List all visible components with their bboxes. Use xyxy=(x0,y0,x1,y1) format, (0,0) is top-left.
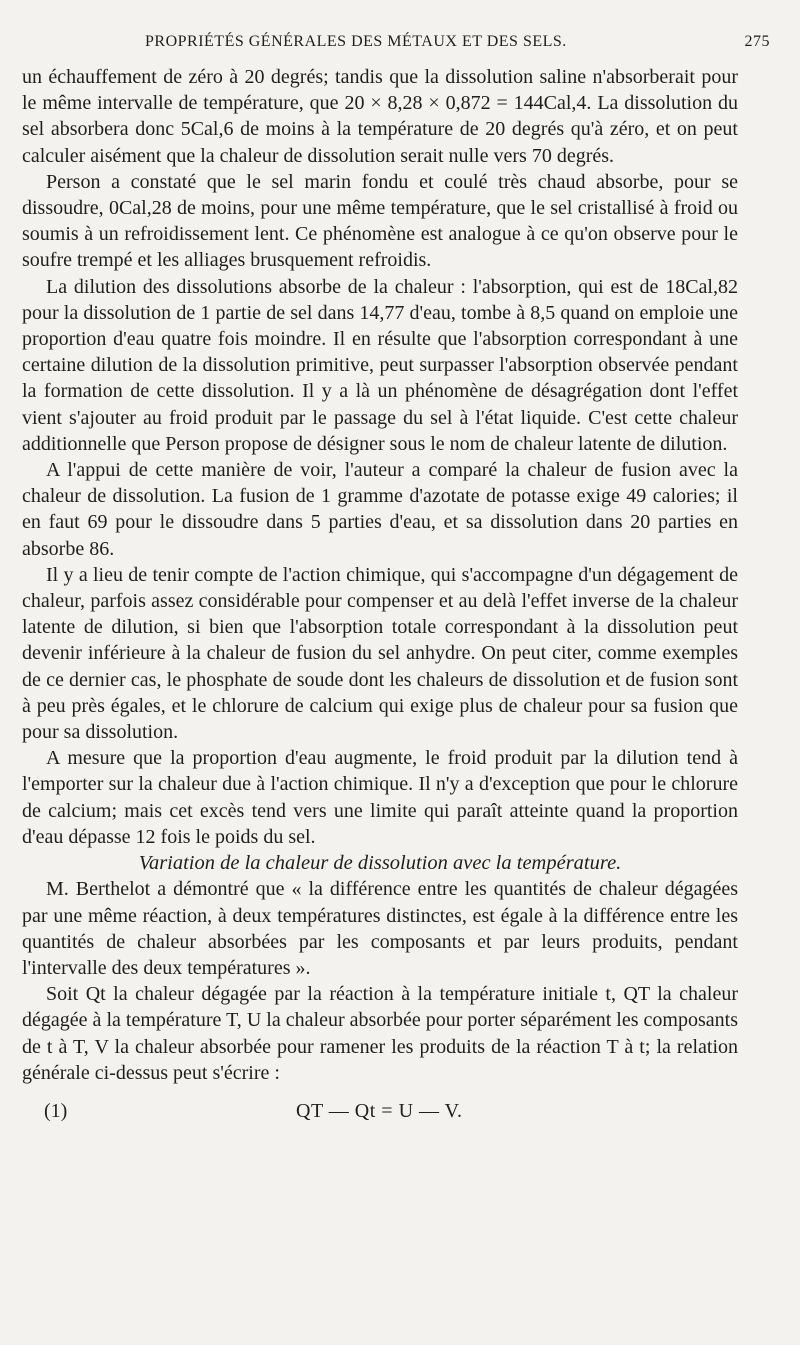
paragraph-5: Il y a lieu de tenir compte de l'action chimique, qui s'accompagne d'un dégagement de chaleur, parfois assez considérable pour compenser et au delà l'effet inverse de la chaleur latente de dilution, si bien que l'absorption totale correspondant à la dissolution peut devenir inférieure à la chaleur de fusion du sel anhydre. On peut citer, comme exemples de ce dernier cas, le phosphate de soude dont les chaleurs de dissolution et de fusion sont à peu près égales, et le chlorure de calcium qui exige plus de chaleur pour sa fusion que pour sa dissolution. xyxy=(22,563,738,744)
equation-number: (1) xyxy=(44,1099,68,1122)
equation-formula: QT — Qt = U — V. xyxy=(296,1099,463,1122)
section-heading: Variation de la chaleur de dissolution avec la température. xyxy=(138,852,622,875)
page-header xyxy=(22,33,770,59)
equation xyxy=(22,1098,738,1128)
running-title: PROPRIÉTÉS GÉNÉRALES DES MÉTAUX ET DES SELS. xyxy=(145,33,567,50)
paragraph-2: Person a constaté que le sel marin fondu et coulé très chaud absorbe, pour se dissoudre, 0Cal,28 de moins, pour une même température, que le sel cristallisé à froid ou soumis à un refroidissement lent. Ce phénomène est analogue à ce qu'on observe pour le soufre trempé et les alliages brusquement refroidis. xyxy=(22,170,738,272)
body-text xyxy=(22,64,738,1128)
page-number: 275 xyxy=(744,33,770,50)
paragraph-8: Soit Qt la chaleur dégagée par la réaction à la température initiale t, QT la chaleur dégagée à la température T, U la chaleur absorbée pour porter séparément les composants de t à T, V la chaleur absorbée pour ramener les produits de la réaction T à t; la relation générale ci-dessus peut s'écrire : xyxy=(22,983,738,1084)
paragraph-4: A l'appui de cette manière de voir, l'auteur a comparé la chaleur de fusion avec la chaleur de dissolution. La fusion de 1 gramme d'azotate de potasse exige 49 calories; il en faut 69 pour le dissoudre dans 5 parties d'eau, et sa dissolution dans 20 parties en absorbe 86. xyxy=(22,459,738,560)
paragraph-1: un échauffement de zéro à 20 degrés; tandis que la dissolution saline n'absorberait pour le même intervalle de température, que 20 × 8,28 × 0,872 = 144Cal,4. La dissolution du sel absorbera donc 5Cal,6 de moins à la température de 20 degrés qu'à zéro, et on peut calculer aisément que la chaleur de dissolution serait nulle vers 70 degrés. xyxy=(22,66,738,167)
paragraph-6: A mesure que la proportion d'eau augmente, le froid produit par la dilution tend à l'emporter sur la chaleur due à l'action chimique. Il n'y a d'exception que pour le chlorure de calcium; mais cet excès tend vers une limite qui paraît atteinte quand la proportion d'eau dépasse 12 fois le poids du sel. xyxy=(22,747,738,848)
paragraph-7: M. Berthelot a démontré que « la différence entre les quantités de chaleur dégagées par une même réaction, à deux températures distinctes, est égale à la différence entre les quantités de chaleur absorbées par les composants et par leurs produits, pendant l'intervalle des deux températures ». xyxy=(22,878,738,979)
paragraph-3: La dilution des dissolutions absorbe de la chaleur : l'absorption, qui est de 18Cal,82 pour la dissolution de 1 partie de sel dans 14,77 d'eau, tombe à 8,5 quand on emploie une proportion d'eau quatre fois moindre. Il en résulte que l'absorption correspondant à une certaine dilution de la dissolution primitive, peut surpasser l'absorption observée pendant la formation de cette dissolution. Il y a là un phénomène de désagrégation dont l'effet vient s'ajouter au froid produit par le passage du sel à l'état liquide. C'est cette chaleur additionnelle que Person propose de désigner sous le nom de chaleur latente de dilution. xyxy=(22,275,738,455)
